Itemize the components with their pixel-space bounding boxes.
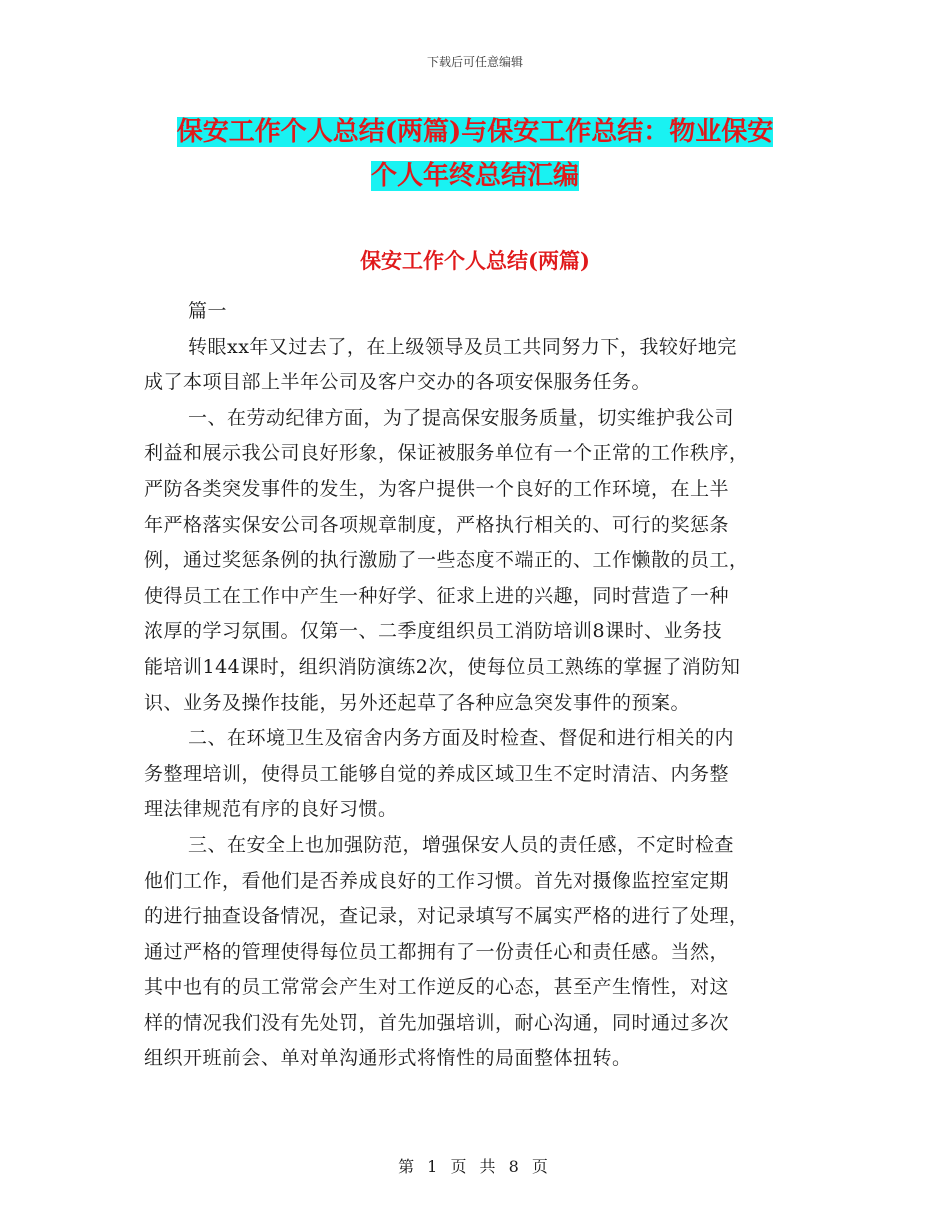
section-subtitle: 保安工作个人总结(两篇) [360,248,590,273]
body-line: 的进行抽查设备情况，查记录，对记录填写不属实严格的进行了处理， [144,905,749,928]
document-title [0,110,950,198]
body-line: 组织开班前会、单对单沟通形式将惰性的局面整体扭转。 [144,1047,632,1070]
body-line: 利益和展示我公司良好形象，保证被服务单位有一个正常的工作秩序， [144,442,749,465]
body-line: 使得员工在工作中产生一种好学、征求上进的兴趣，同时营造了一种 [144,584,730,607]
body-line: 务整理培训，使得员工能够自觉的养成区域卫生不定时清洁、内务整 [144,762,730,785]
body-line: 成了本项目部上半年公司及客户交办的各项安保服务任务。 [144,371,652,394]
page-footer: 第 1 页 共 8 页 [398,1157,552,1176]
body-line: 例，通过奖惩条例的执行激励了一些态度不端正的、工作懒散的员工， [144,549,749,572]
header-note: 下载后可任意编辑 [426,55,523,69]
body-line: 浓厚的学习氛围。仅第一、二季度组织员工消防培训8课时、业务技 [144,620,723,643]
body-line: 通过严格的管理使得每位员工都拥有了一份责任心和责任感。当然， [144,940,730,963]
body-line: 二、在环境卫生及宿舍内务方面及时检查、督促和进行相关的内 [188,727,735,750]
body-text [144,294,814,1077]
body-line: 他们工作，看他们是否养成良好的工作习惯。首先对摄像监控室定期 [144,869,730,892]
title-line-2: 个人年终总结汇编 [370,161,579,191]
body-line: 转眼xx年又过去了，在上级领导及员工共同努力下，我较好地完 [188,335,737,358]
body-line: 识、业务及操作技能，另外还起草了各种应急突发事件的预案。 [144,691,691,714]
body-line: 其中也有的员工常常会产生对工作逆反的心态，甚至产生惰性，对这 [144,976,730,999]
body-line: 能培训144课时，组织消防演练2次，使每位员工熟练的掌握了消防知 [144,655,741,678]
body-line: 理法律规范有序的良好习惯。 [144,798,398,821]
body-line: 三、在安全上也加强防范，增强保安人员的责任感，不定时检查 [188,833,735,856]
body-line: 年严格落实保安公司各项规章制度，严格执行相关的、可行的奖惩条 [144,513,730,536]
body-line: 篇一 [188,300,228,322]
body-line: 样的情况我们没有先处罚，首先加强培训，耐心沟通，同时通过多次 [144,1011,730,1034]
body-line: 严防各类突发事件的发生，为客户提供一个良好的工作环境，在上半 [144,477,730,500]
body-line: 一、在劳动纪律方面，为了提高保安服务质量，切实维护我公司 [188,406,735,429]
title-line-1: 保安工作个人总结(两篇)与保安工作总结：物业保安 [176,117,774,147]
